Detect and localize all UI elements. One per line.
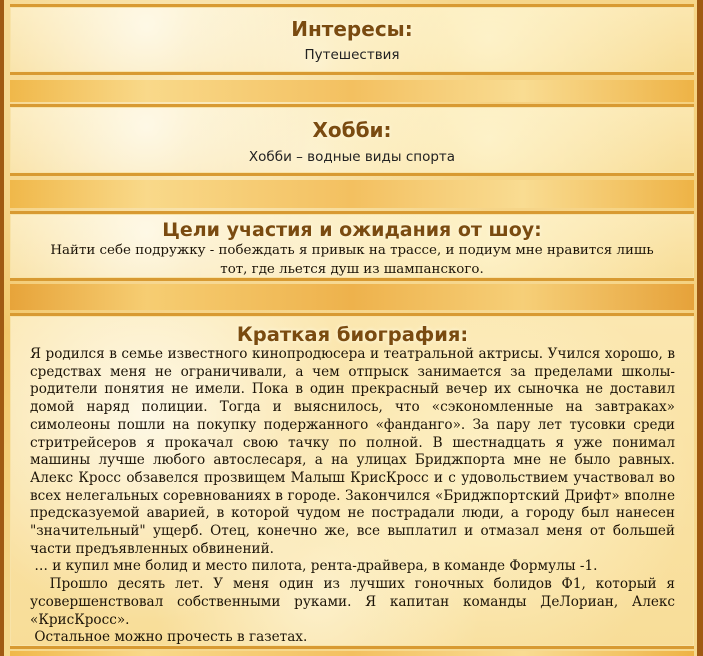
divider-band-2 (10, 180, 694, 208)
biography-text (30, 346, 680, 647)
biography-heading: Краткая биография: (236, 323, 469, 346)
biography-panel (10, 313, 694, 649)
goals-text: Найти себе подружку - побеждать я привык на трассе, и подиум мне нравится лишь тот, где льется душ из шампанского. (50, 243, 654, 277)
biography-paragraph: Остальное можно прочесть в газетах. (30, 629, 308, 646)
hobby-panel (10, 104, 694, 176)
interests-value: Путешествия (304, 47, 400, 63)
interests-heading: Интересы: (291, 17, 413, 41)
divider-band-3 (10, 284, 694, 310)
hobby-value: Хобби – водные виды спорта (248, 149, 456, 165)
hobby-heading: Хобби: (312, 118, 392, 142)
goals-heading: Цели участия и ожидания от шоу: (162, 219, 542, 241)
goals-panel (10, 211, 694, 281)
divider-band-4 (10, 651, 694, 656)
biography-paragraph: … и купил мне болид и место пилота, рента-драйвера, в команде Формулы -1. (30, 558, 598, 575)
interests-panel (10, 4, 694, 75)
biography-paragraph: Я родился в семье известного кинопродюсера и театральной актрисы. Учился хорошо, в средствах меня не ограничивали, а чем отпрыск занимается за пределами школы-родители понятия не имели. Пока в один прекрасный вечер их сыночка не доставил домой наряд полиции. Тогда и выяснилось, что «сэкономленные на завтраках» симолеоны пошли на покупку подержанного «фанданго». За пару лет тусовки среди стритрейсеров я прокачал свою тачку по полной. В шестнадцать я уже понимал машины лучше любого автослесаря, а на улицах Бриджпорта мне не было равных. Алекс Кросс обзавелся прозвищем Малыш КрисКросс и с удовольствием участвовал во всех нелегальных соревнованиях в городе. Закончился «Бриджпортский Дрифт» вполне предсказуемой аварией, в которой чудом не пострадали люди, а городу был нанесен "значительный" ущерб. Отец, конечно же, все выплатил и отмазал меня от большей части предъявленных обвинений. (30, 346, 675, 557)
divider-band-1 (10, 80, 694, 102)
biography-paragraph: Прошло десять лет. У меня один из лучших гоночных болидов Ф1, который я усовершенствовал собственными руками. Я капитан команды ДеЛориан, Алекс «КрисКросс». (30, 576, 680, 628)
